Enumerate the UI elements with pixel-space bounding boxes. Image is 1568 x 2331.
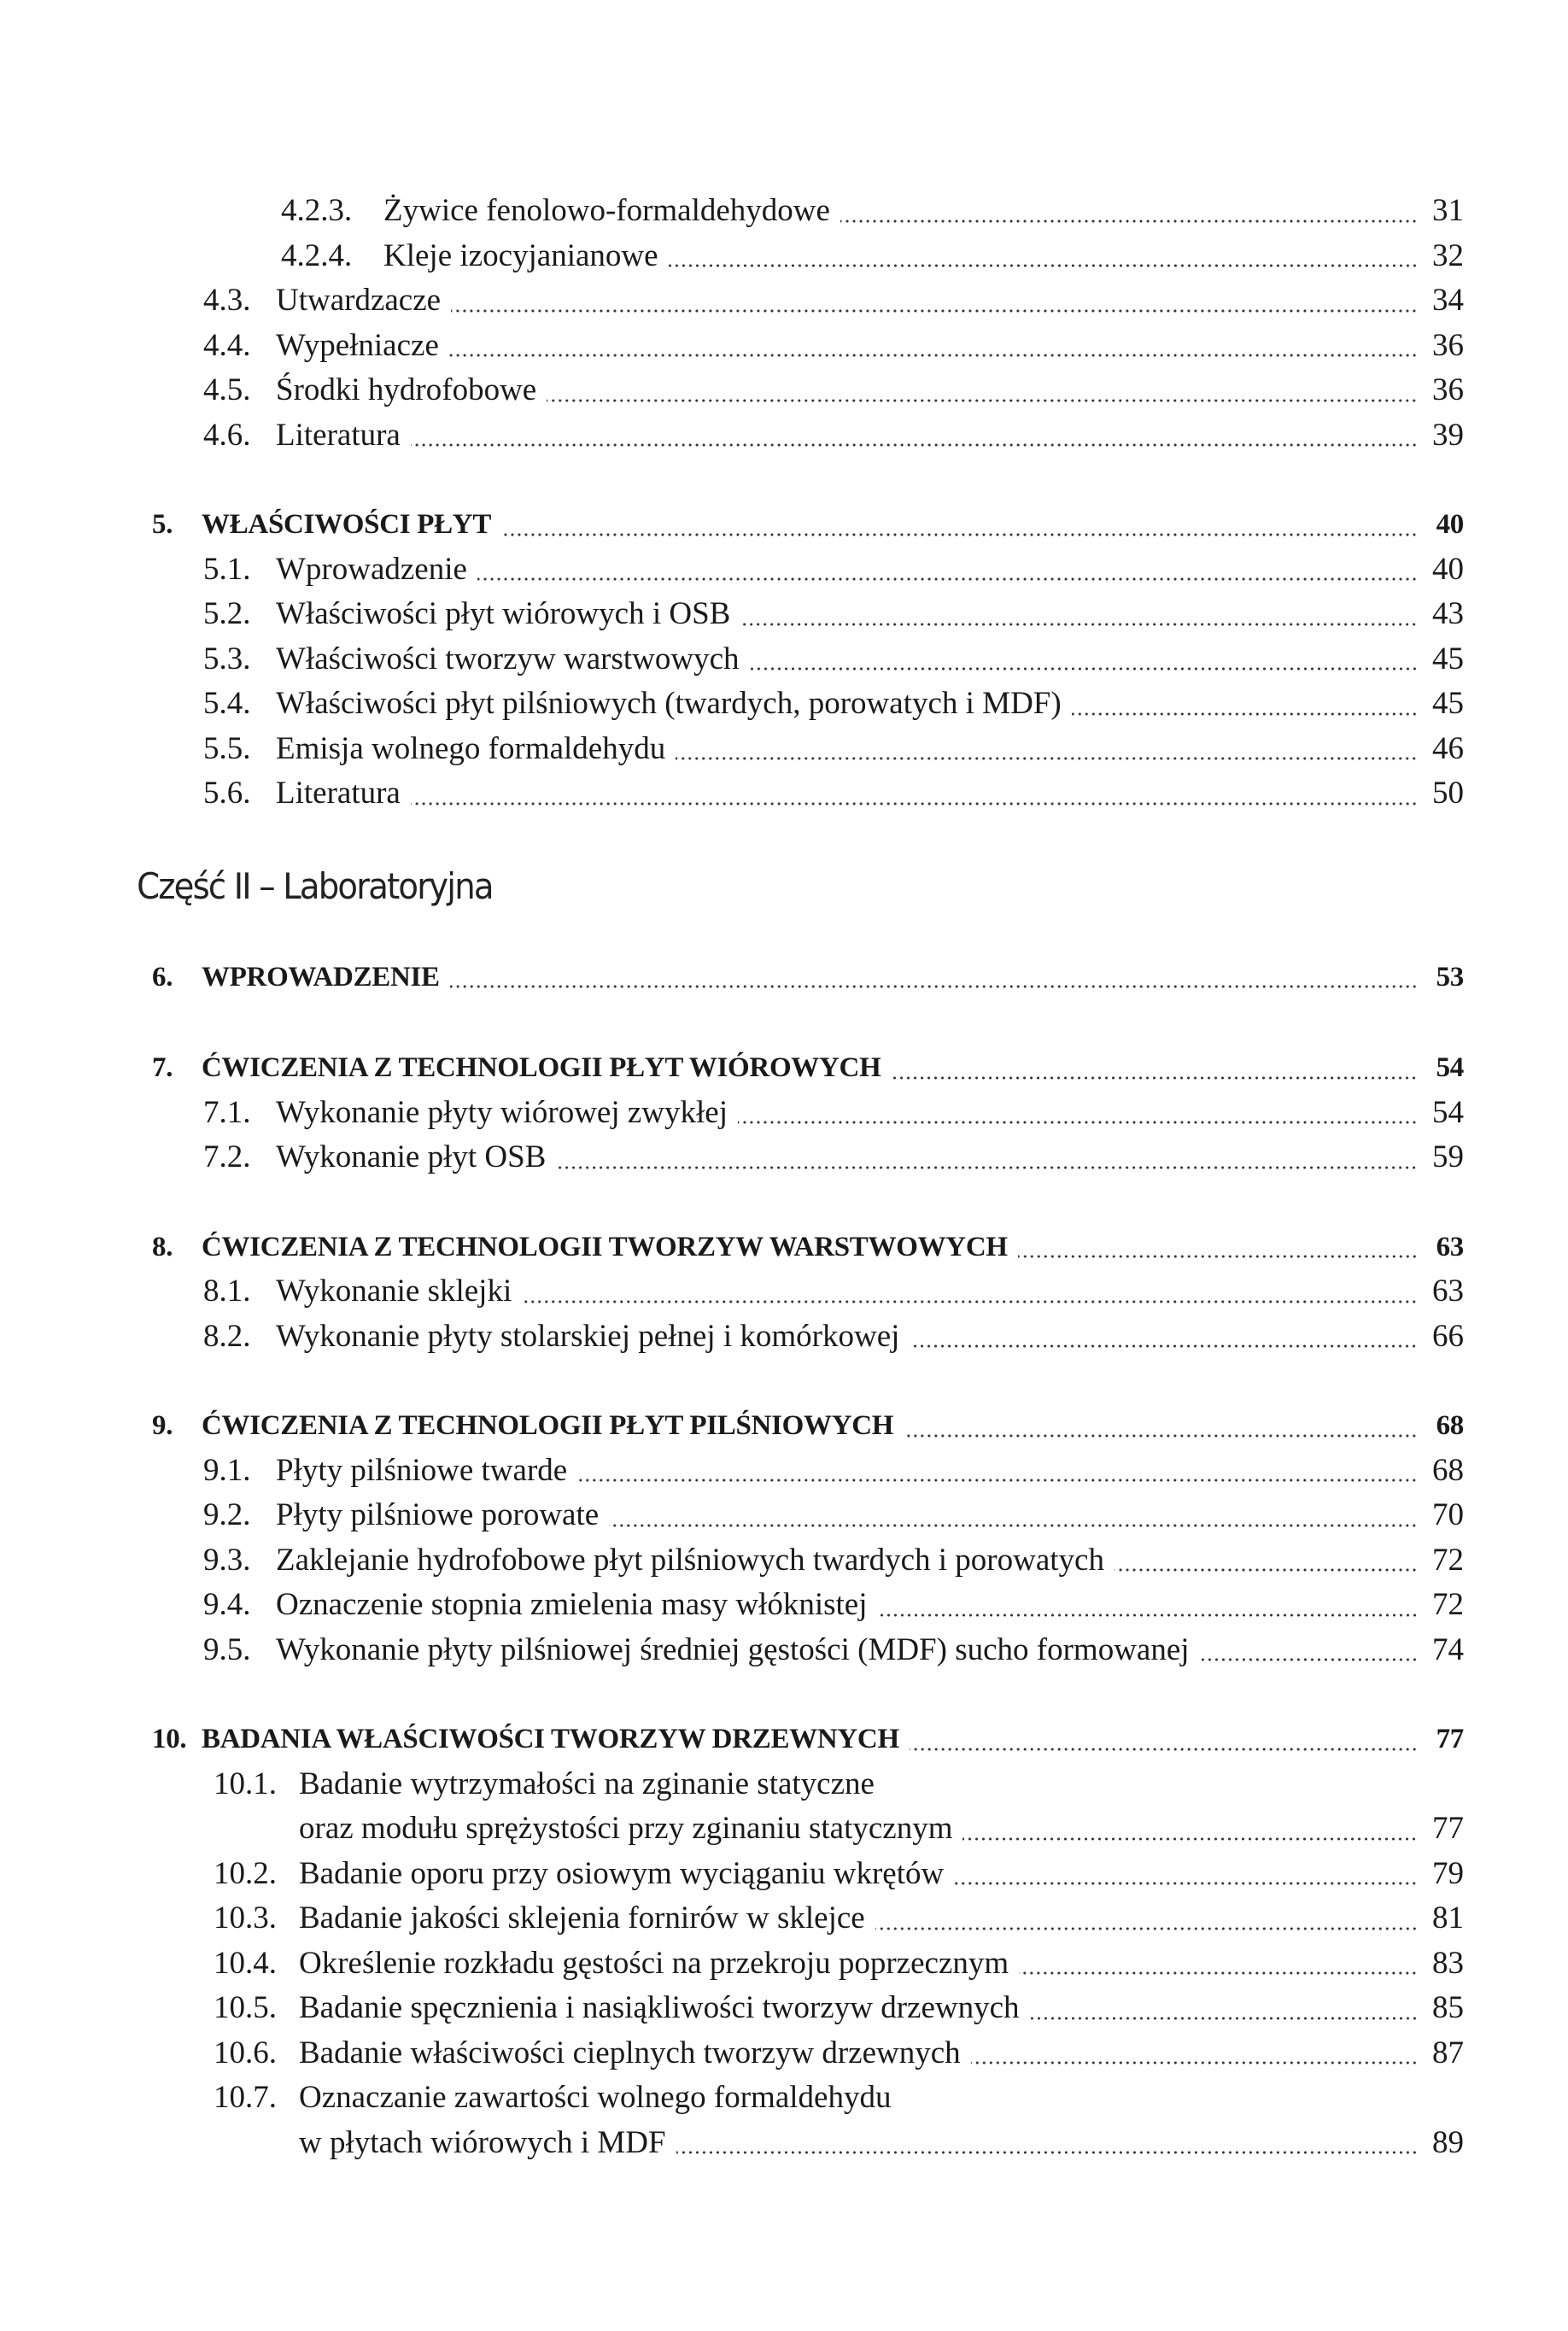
entry-number: 4.4.: [203, 327, 251, 363]
page-number: 36: [1432, 327, 1464, 363]
page-number: 54: [1436, 1052, 1464, 1083]
entry-title: Wypełniacze: [276, 327, 439, 363]
entry-title: Żywice fenolowo-formaldehydowe: [383, 193, 830, 228]
dot-leader: [411, 443, 1418, 447]
page-number: 53: [1436, 961, 1464, 993]
chapter-entry[interactable]: [0, 1403, 1568, 1449]
toc-section: [0, 1717, 1568, 2165]
dot-leader: [577, 1479, 1418, 1482]
dot-leader: [878, 1614, 1419, 1617]
toc-entry[interactable]: [0, 1315, 1568, 1360]
entry-title: BADANIA WŁAŚCIWOŚCI TWORZYW DRZEWNYCH: [202, 1724, 899, 1754]
entry-title: Kleje izocyjanianowe: [383, 237, 658, 273]
chapter-entry[interactable]: [0, 1225, 1568, 1270]
entry-number: 8.2.: [203, 1318, 251, 1354]
page-number: 68: [1436, 1410, 1464, 1441]
page-number: 45: [1432, 641, 1464, 676]
entry-number: 5.: [152, 509, 173, 540]
dot-leader: [451, 309, 1418, 313]
entry-title: Wykonanie sklejki: [276, 1274, 512, 1309]
page-number: 36: [1432, 372, 1464, 407]
dot-leader: [1200, 1658, 1418, 1661]
entry-number: 5.5.: [203, 730, 251, 766]
entry-number: 9.3.: [203, 1542, 251, 1578]
toc-entry[interactable]: [0, 592, 1568, 637]
dot-leader: [954, 1882, 1418, 1885]
entry-number: 10.6.: [214, 2035, 277, 2070]
toc-entry[interactable]: [0, 1135, 1568, 1180]
entry-number: 8.1.: [203, 1274, 251, 1309]
toc-entry[interactable]: [0, 727, 1568, 772]
entry-title: Badanie jakości sklejenia fornirów w sklejce: [299, 1901, 865, 1936]
toc-entry[interactable]: [0, 324, 1568, 369]
dot-leader: [875, 1927, 1418, 1930]
entry-number: 7.2.: [203, 1139, 251, 1174]
entry-title: Wykonanie płyt OSB: [276, 1139, 547, 1174]
toc-section: [0, 189, 1568, 458]
toc-entry[interactable]: [0, 548, 1568, 593]
dot-leader: [522, 1300, 1418, 1303]
entry-number: 10.3.: [214, 1901, 277, 1936]
toc-entry[interactable]: [0, 1493, 1568, 1538]
page-number: 46: [1432, 730, 1464, 766]
page-number: 31: [1432, 193, 1464, 228]
entry-number: 10.2.: [214, 1855, 277, 1891]
entry-title: oraz modułu sprężystości przy zginaniu statycznym: [299, 1811, 953, 1846]
entry-number: 9.1.: [203, 1452, 251, 1488]
dot-leader: [547, 399, 1418, 402]
toc-entry[interactable]: [0, 1986, 1568, 2031]
entry-title: w płytach wiórowych i MDF: [299, 2124, 666, 2160]
chapter-entry[interactable]: [0, 955, 1568, 1000]
dot-leader: [450, 985, 1418, 988]
entry-title: Środki hydrofobowe: [276, 372, 537, 407]
toc-entry[interactable]: [0, 234, 1568, 279]
toc-entry[interactable]: [0, 1091, 1568, 1136]
entry-number: 9.5.: [203, 1631, 251, 1667]
entry-number: 4.2.4.: [281, 237, 353, 273]
entry-number: 4.5.: [203, 372, 251, 407]
dot-leader: [669, 264, 1418, 267]
page-number: 59: [1432, 1139, 1464, 1174]
entry-title: Badanie oporu przy osiowym wyciąganiu wkrętów: [299, 1855, 945, 1891]
toc-section: [0, 1045, 1568, 1180]
page-number: 72: [1432, 1542, 1464, 1578]
table-of-contents: [0, 189, 1568, 2210]
page-number: 74: [1432, 1631, 1464, 1667]
page-number: 45: [1432, 686, 1464, 721]
dot-leader: [449, 354, 1418, 357]
entry-title: Emisja wolnego formaldehydu: [276, 730, 666, 766]
page-number: 70: [1432, 1497, 1464, 1532]
toc-entry[interactable]: [0, 189, 1568, 234]
entry-number: 10.7.: [214, 2080, 277, 2115]
toc-entry[interactable]: [0, 1807, 1568, 1852]
page-number: 34: [1432, 283, 1464, 318]
entry-number: 4.6.: [203, 417, 251, 453]
dot-leader: [556, 1166, 1418, 1169]
entry-title: Wprowadzenie: [276, 551, 467, 587]
page-number: 87: [1432, 2035, 1464, 2070]
toc-section: [0, 502, 1568, 817]
entry-title: Badanie spęcznienia i nasiąkliwości tworzyw drzewnych: [299, 1990, 1020, 2025]
entry-title: Utwardzacze: [276, 283, 442, 318]
dot-leader: [1030, 2017, 1418, 2020]
page-number: 79: [1432, 1855, 1464, 1891]
page-number: 39: [1432, 417, 1464, 453]
entry-number: 6.: [152, 961, 173, 993]
entry-title: Literatura: [276, 776, 401, 811]
entry-title: Właściwości płyt pilśniowych (twardych, porowatych i MDF): [276, 686, 1062, 721]
entry-number: 9.4.: [203, 1587, 251, 1622]
dot-leader: [676, 757, 1418, 760]
toc-entry[interactable]: [0, 771, 1568, 817]
page-number: 77: [1436, 1724, 1464, 1754]
dot-leader: [971, 2061, 1418, 2065]
dot-leader: [501, 533, 1418, 536]
toc-entry[interactable]: [0, 278, 1568, 324]
page-number: 63: [1432, 1274, 1464, 1309]
toc-entry[interactable]: [0, 1269, 1568, 1315]
entry-title: Właściwości płyt wiórowych i OSB: [276, 596, 731, 631]
page-number: 72: [1432, 1587, 1464, 1622]
page-number: 77: [1432, 1811, 1464, 1846]
dot-leader: [910, 1344, 1418, 1348]
dot-leader: [740, 623, 1418, 626]
toc-entry[interactable]: [0, 1852, 1568, 1897]
entry-number: 5.6.: [203, 776, 251, 811]
toc-entry[interactable]: [0, 1942, 1568, 1987]
page-number: 32: [1432, 237, 1464, 273]
dot-leader: [1018, 1255, 1418, 1258]
toc-section: [0, 955, 1568, 1000]
dot-leader: [411, 802, 1418, 805]
entry-title: Literatura: [276, 417, 401, 453]
dot-leader: [840, 220, 1418, 223]
chapter-entry[interactable]: [0, 502, 1568, 548]
toc-entry[interactable]: [0, 1449, 1568, 1494]
entry-title: Oznaczanie zawartości wolnego formaldehydu: [299, 2080, 892, 2115]
toc-section: [0, 1403, 1568, 1672]
toc-entry[interactable]: [0, 1896, 1568, 1942]
entry-number: 7.1.: [203, 1094, 251, 1130]
entry-title: Oznaczenie stopnia zmielenia masy włóknistej: [276, 1587, 868, 1622]
toc-entry[interactable]: [0, 682, 1568, 727]
entry-number: 9.: [152, 1410, 173, 1441]
entry-title: Wykonanie płyty pilśniowej średniej gęstości (MDF) sucho formowanej: [276, 1631, 1190, 1667]
page-number: 83: [1432, 1945, 1464, 1981]
toc-entry[interactable]: [0, 1628, 1568, 1673]
chapter-entry[interactable]: [0, 1045, 1568, 1091]
entry-title: Wykonanie płyty wiórowej zwykłej: [276, 1094, 728, 1130]
entry-number: 10.: [152, 1724, 187, 1754]
page-number: 54: [1432, 1094, 1464, 1130]
dot-leader: [477, 577, 1418, 581]
page-number: 40: [1432, 551, 1464, 587]
page-number: 66: [1432, 1318, 1464, 1354]
toc-entry[interactable]: [0, 413, 1568, 459]
entry-title: Płyty pilśniowe porowate: [276, 1497, 600, 1532]
entry-number: 4.3.: [203, 283, 251, 318]
entry-number: 4.2.3.: [281, 193, 353, 228]
entry-number: 7.: [152, 1052, 173, 1083]
page-number: 43: [1432, 596, 1464, 631]
toc-entry[interactable]: [0, 1583, 1568, 1628]
entry-title: ĆWICZENIA Z TECHNOLOGII TWORZYW WARSTWOWYCH: [202, 1231, 1008, 1262]
entry-title: WŁAŚCIWOŚCI PŁYT: [202, 509, 492, 540]
page-number: 40: [1436, 509, 1464, 540]
dot-leader: [1115, 1568, 1418, 1572]
dot-leader: [750, 667, 1418, 671]
entry-number: 5.1.: [203, 551, 251, 587]
toc-entry[interactable]: [0, 2121, 1568, 2166]
entry-title: Badanie wytrzymałości na zginanie statyczne: [299, 1766, 875, 1801]
page-number: 81: [1432, 1901, 1464, 1936]
toc-entry[interactable]: [0, 368, 1568, 413]
entry-title: Zaklejanie hydrofobowe płyt pilśniowych twardych i porowatych: [276, 1542, 1104, 1578]
toc-entry[interactable]: [0, 2076, 1568, 2121]
entry-title: Badanie właściwości cieplnych tworzyw drzewnych: [299, 2035, 961, 2070]
dot-leader: [962, 1837, 1418, 1841]
entry-title: Płyty pilśniowe twarde: [276, 1452, 568, 1488]
toc-section: [0, 1225, 1568, 1360]
dot-leader: [1072, 712, 1418, 716]
toc-entry[interactable]: [0, 637, 1568, 682]
entry-number: 10.4.: [214, 1945, 277, 1981]
entry-number: 10.1.: [214, 1766, 277, 1801]
toc-entry[interactable]: [0, 1762, 1568, 1807]
dot-leader: [609, 1524, 1418, 1527]
entry-title: ĆWICZENIA Z TECHNOLOGII PŁYT PILŚNIOWYCH: [202, 1410, 894, 1441]
entry-title: Właściwości tworzyw warstwowych: [276, 641, 740, 676]
entry-number: 8.: [152, 1231, 173, 1262]
chapter-entry[interactable]: [0, 1717, 1568, 1762]
dot-leader: [904, 1434, 1418, 1438]
page-number: 89: [1432, 2124, 1464, 2160]
entry-number: 5.2.: [203, 596, 251, 631]
page-number: 68: [1432, 1452, 1464, 1488]
entry-number: 9.2.: [203, 1497, 251, 1532]
entry-number: 5.4.: [203, 686, 251, 721]
entry-title: ĆWICZENIA Z TECHNOLOGII PŁYT WIÓROWYCH: [202, 1052, 881, 1083]
part-heading: Część II – Laboratoryjna: [137, 864, 493, 907]
entry-title: WPROWADZENIE: [202, 961, 440, 993]
dot-leader: [738, 1121, 1418, 1124]
entry-number: 10.5.: [214, 1990, 277, 2025]
entry-number: 5.3.: [203, 641, 251, 676]
page-number: 85: [1432, 1990, 1464, 2025]
toc-entry[interactable]: [0, 1538, 1568, 1584]
dot-leader: [1019, 1971, 1418, 1975]
entry-title: Wykonanie płyty stolarskiej pełnej i komórkowej: [276, 1318, 900, 1354]
page-number: 63: [1436, 1231, 1464, 1262]
dot-leader: [676, 2151, 1418, 2154]
page-number: 50: [1432, 776, 1464, 811]
dot-leader: [891, 1076, 1418, 1080]
dot-leader: [910, 1748, 1418, 1751]
toc-entry[interactable]: [0, 2031, 1568, 2076]
entry-title: Określenie rozkładu gęstości na przekroju poprzecznym: [299, 1945, 1009, 1981]
